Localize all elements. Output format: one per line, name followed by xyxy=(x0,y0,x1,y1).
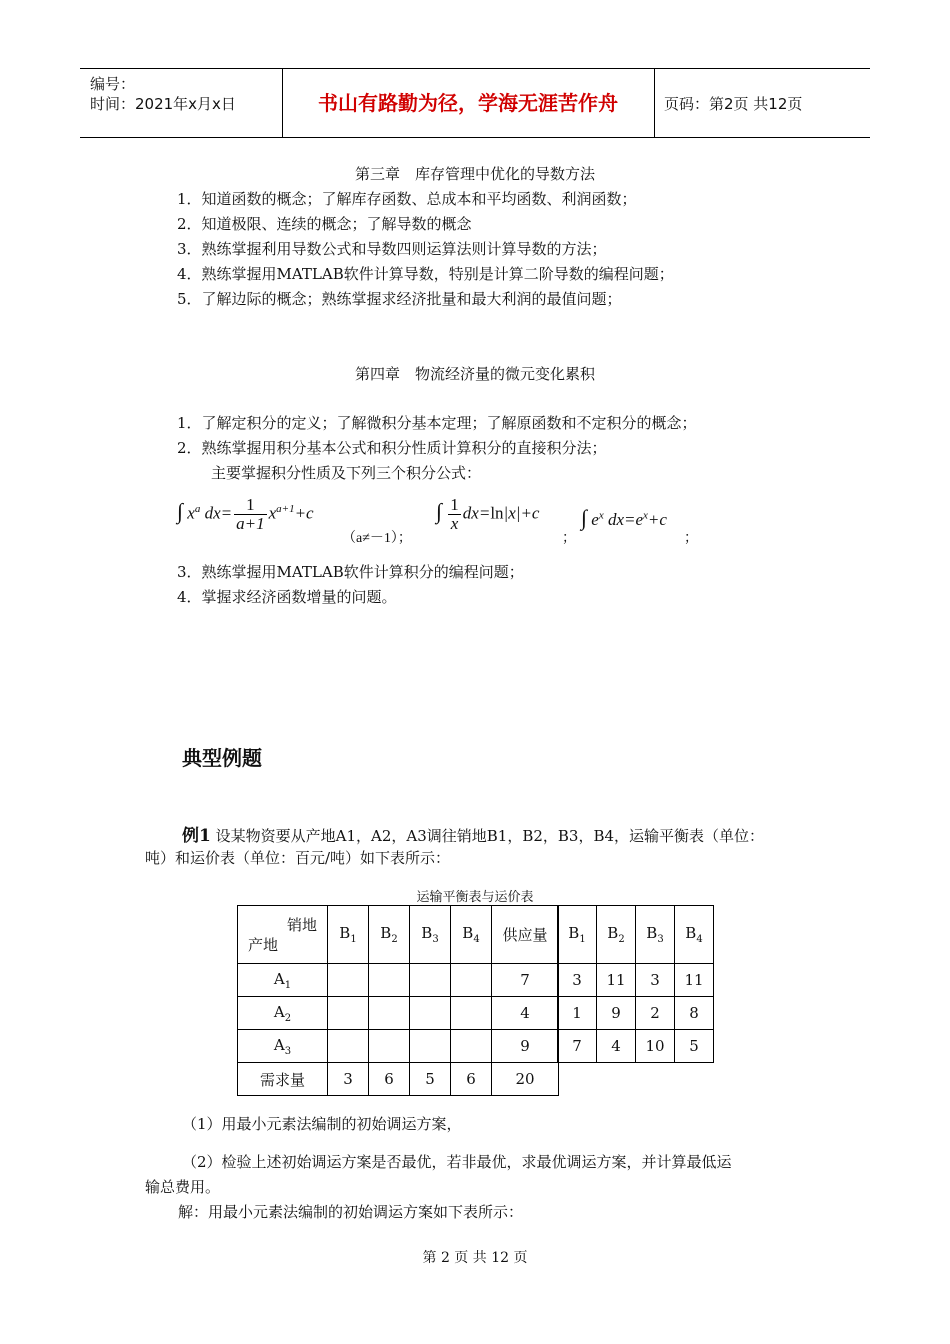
cost-cell: 11 xyxy=(597,964,636,997)
document-page: 编号： 时间：2021年x月x日 书山有路勤为径，学海无涯苦作舟 页码：第2页 共12页 第三章 库存管理中优化的导数方法 1．知道函数的概念；了解库存函数、总成本和平均函数、利润函数； 2．知道极限、连续的概念；了解导数的概念 3．熟练掌握利用导数公式和导数四则运算法则计算导数的方法； 4．熟练掌握用MATLAB软件计算导数，特别是计算二阶导数的编程问题； 5．了解边际的概念；熟练掌握求经济批量和最大利润的最值问题； 第四章 物流经济量的微元变化累积 1．了解定积分的定义；了解微积分基本定理；了解原函数和不定积分的概念； 2．熟练掌握用积分基本公式和积分性质计算积分的直接积分法； 主要掌握积分性质及下列三个积分公式： ∫ $x^a$ dx= $\frac{1}{a+1}$ $x^{a+1}+c$ （a≠－1）； ∫ $\frac{1}{x}$ dx=ln|x|+c ； ∫ $e^x$ $dx=e^x+c$ ； 3．熟练掌握用MATLAB软件计算积分的编程问题； 4．掌握求经济函数增量的问题。 典型例题 例1 设某物资要从产地A1，A2，A3调往销地B1，B2，B3，B4，运输平衡表（单位： 吨）和运价表（单位：百元/吨）如下表所示： 运输平衡表与运价表 销地 产地 $B_1$ $B_2$ $B_3$ $B_4$ 供应量 $A_1$ 7 $A_2$ 4 $A_3$ 9 需求量 3 6 5 6 20 $B_1$ $B_2$ $B_3$ $B_4$ 3 11 3 11 1 9 2 8 7 4 10 5 （1）用最小元素法编制的初始调运方案， （2）检验上述初始调运方案是否最优，若非最优，求最优调运方案，并计算最低运 输总费用。 解：用最小元素法编制的初始调运方案如下表所示： 第 2 页 共 12 页 xyxy=(0,0,950,1344)
table-row xyxy=(238,1030,559,1063)
chapter3-item: 3．熟练掌握利用导数公式和导数四则运算法则计算导数的方法； xyxy=(177,240,607,258)
chapter3-item: 2．知道极限、连续的概念；了解导数的概念 xyxy=(177,215,472,233)
chapter4-title: 第四章 物流经济量的微元变化累积 xyxy=(354,365,595,383)
column-header: $B_1$ xyxy=(558,906,597,964)
transport-cost-table xyxy=(557,905,714,1063)
table-corner-cell xyxy=(238,906,328,964)
row-header: $A_1$ xyxy=(238,964,328,997)
table-row xyxy=(558,964,714,997)
demand-cell: 5 xyxy=(410,1063,451,1096)
question-2-line2: 输总费用。 xyxy=(145,1178,221,1196)
example-label: 例1 xyxy=(182,826,211,846)
header-motto: 书山有路勤为径，学海无涯苦作舟 xyxy=(282,69,655,137)
chapter3-item: 4．熟练掌握用MATLAB软件计算导数，特别是计算二阶导数的编程问题； xyxy=(177,265,674,283)
demand-label: 需求量 xyxy=(238,1063,328,1096)
document-number: 编号： xyxy=(90,75,136,93)
cost-cell: 4 xyxy=(597,1030,636,1063)
example1-text: 设某物资要从产地A1，A2，A3调往销地B1，B2，B3，B4，运输平衡表（单位： xyxy=(215,827,765,845)
demand-cell: 3 xyxy=(328,1063,369,1096)
demand-cell: 6 xyxy=(369,1063,410,1096)
chapter3-item: 5．了解边际的概念；熟练掌握求经济批量和最大利润的最值问题； xyxy=(177,290,622,308)
supply-cell: 7 xyxy=(492,964,559,997)
column-header: $B_2$ xyxy=(369,906,410,964)
page-header xyxy=(80,68,870,138)
demand-total-cell: 20 xyxy=(492,1063,559,1096)
corner-top-label: 销地 xyxy=(286,916,317,934)
section-heading: 典型例题 xyxy=(182,746,262,770)
formula-power-rule: ∫ $x^a$ dx= $\frac{1}{a+1}$ $x^{a+1}+c$ xyxy=(177,495,314,533)
cost-cell: 10 xyxy=(636,1030,675,1063)
transport-balance-table xyxy=(237,905,559,1096)
chapter3-item: 1．知道函数的概念；了解库存函数、总成本和平均函数、利润函数； xyxy=(177,190,637,208)
header-page-info: 页码：第2页 共12页 xyxy=(664,95,803,113)
cost-cell: 11 xyxy=(675,964,714,997)
cost-cell: 8 xyxy=(675,997,714,1030)
supply-cell: 9 xyxy=(492,1030,559,1063)
header-meta xyxy=(80,69,283,137)
formula-intro: 主要掌握积分性质及下列三个积分公式： xyxy=(211,464,482,482)
column-header: $B_4$ xyxy=(675,906,714,964)
cost-cell: 5 xyxy=(675,1030,714,1063)
corner-bottom-label: 产地 xyxy=(248,936,279,954)
supply-cell: 4 xyxy=(492,997,559,1030)
table-row xyxy=(238,997,559,1030)
cost-cell: 7 xyxy=(558,1030,597,1063)
formula-exp-rule: ∫ $e^x$ $dx=e^x+c$ xyxy=(581,505,667,530)
cost-cell: 3 xyxy=(558,964,597,997)
column-header: $B_4$ xyxy=(451,906,492,964)
chapter4-item: 3．熟练掌握用MATLAB软件计算积分的编程问题； xyxy=(177,563,524,581)
column-header: $B_3$ xyxy=(410,906,451,964)
cost-cell: 2 xyxy=(636,997,675,1030)
formula-log-rule: ∫ $\frac{1}{x}$ dx=ln|x|+c xyxy=(436,495,540,533)
demand-row xyxy=(238,1063,559,1096)
chapter4-item: 1．了解定积分的定义；了解微积分基本定理；了解原函数和不定积分的概念； xyxy=(177,414,697,432)
column-header: $B_1$ xyxy=(328,906,369,964)
question-1: （1）用最小元素法编制的初始调运方案， xyxy=(182,1115,462,1133)
chapter4-item: 4．掌握求经济函数增量的问题。 xyxy=(177,588,397,606)
cost-cell: 9 xyxy=(597,997,636,1030)
table-row xyxy=(558,997,714,1030)
chapter3-title: 第三章 库存管理中优化的导数方法 xyxy=(354,165,595,183)
example1-line1 xyxy=(182,821,764,846)
row-header: $A_2$ xyxy=(238,997,328,1030)
table-row xyxy=(238,964,559,997)
table-row xyxy=(558,1030,714,1063)
example1-line2: 吨）和运价表（单位：百元/吨）如下表所示： xyxy=(145,849,451,867)
page-footer: 第 2 页 共 12 页 xyxy=(422,1250,528,1266)
cost-cell: 3 xyxy=(636,964,675,997)
document-time: 时间：2021年x月x日 xyxy=(90,95,236,113)
column-header: $B_2$ xyxy=(597,906,636,964)
chapter4-item: 2．熟练掌握用积分基本公式和积分性质计算积分的直接积分法； xyxy=(177,439,607,457)
demand-cell: 6 xyxy=(451,1063,492,1096)
solution-text: 解：用最小元素法编制的初始调运方案如下表所示： xyxy=(178,1203,524,1221)
cost-cell: 1 xyxy=(558,997,597,1030)
column-header: $B_3$ xyxy=(636,906,675,964)
formula-note: （a≠－1）； xyxy=(342,531,412,546)
row-header: $A_3$ xyxy=(238,1030,328,1063)
question-2-line1: （2）检验上述初始调运方案是否最优，若非最优，求最优调运方案，并计算最低运 xyxy=(182,1153,732,1171)
supply-header: 供应量 xyxy=(492,906,559,964)
table-caption: 运输平衡表与运价表 xyxy=(416,890,534,905)
